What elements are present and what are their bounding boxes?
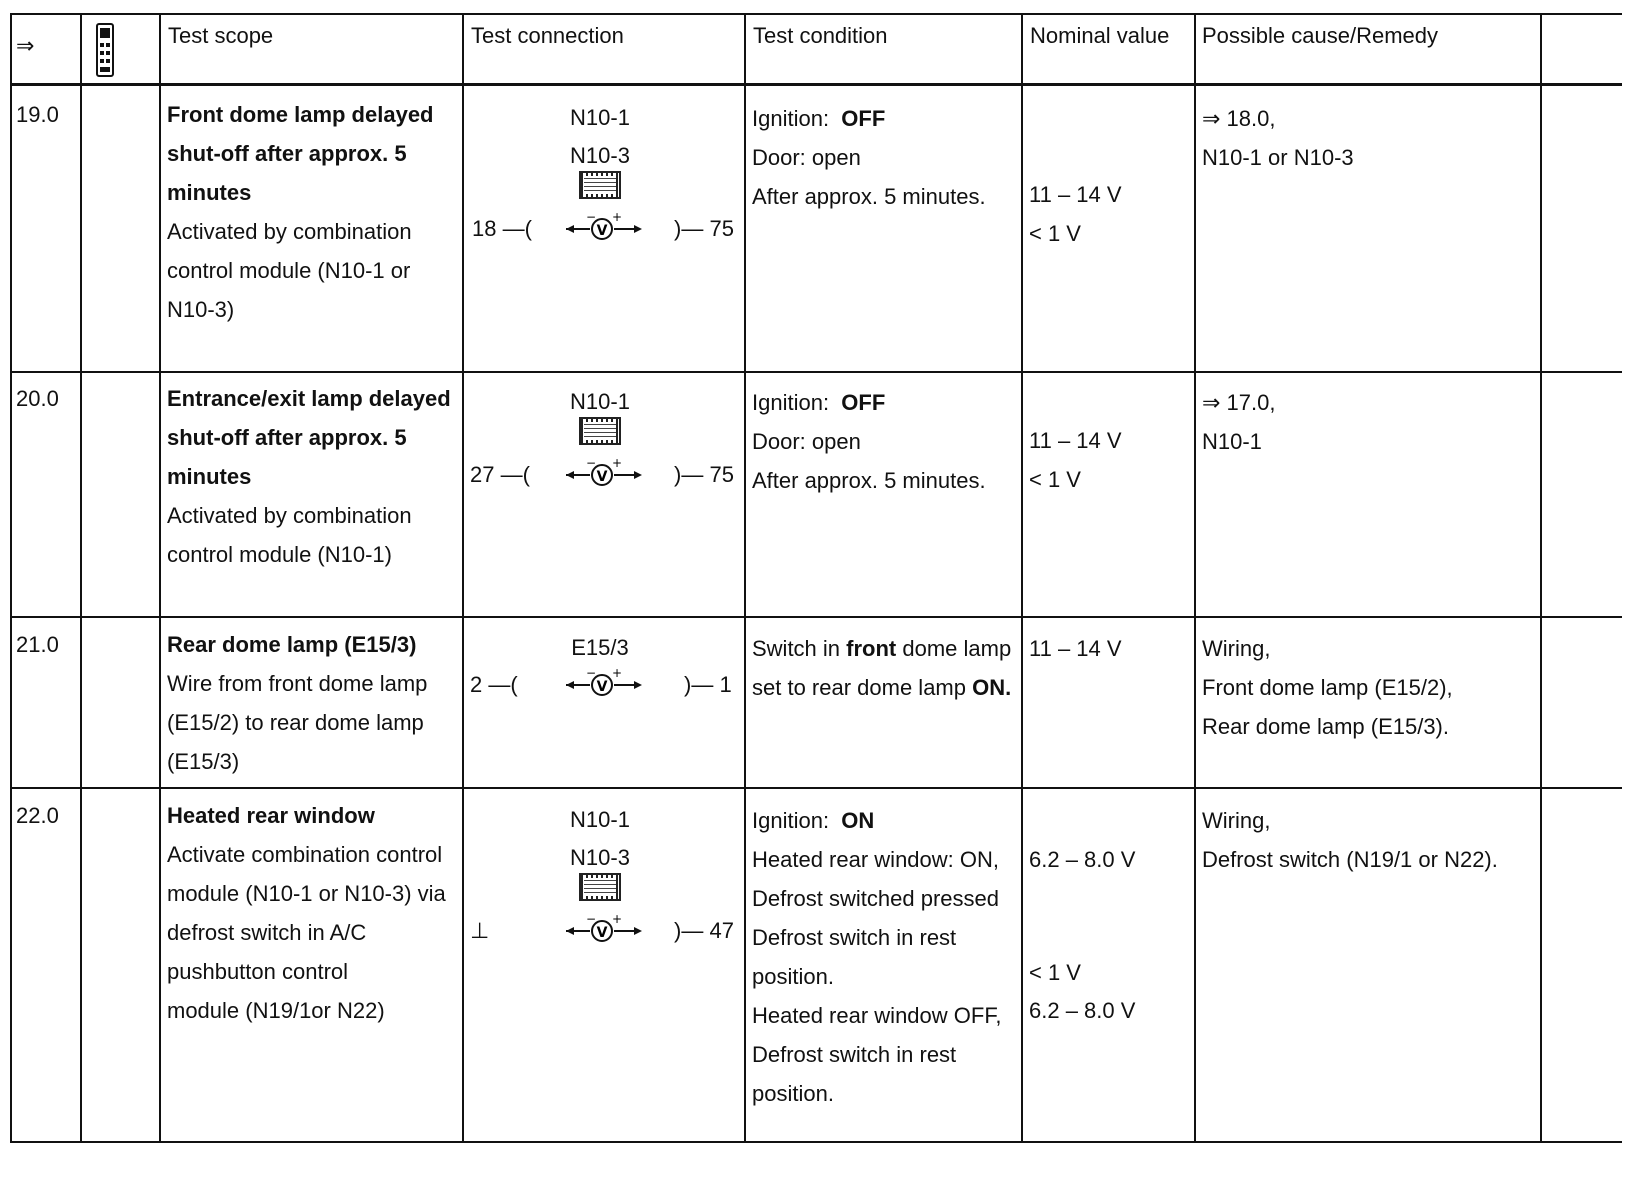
condition-line: Ignition: OFF [752,390,886,415]
test-condition-cell [752,801,1020,1113]
column-divider [159,13,161,1143]
condition-line: Heated rear window: ON, [752,847,999,872]
svg-text:+: + [612,667,623,680]
condition-line: Ignition: OFF [752,106,886,131]
header-divider [10,83,1622,86]
scope-desc-line: N10-3) [167,297,235,322]
module-label: E15/3 [571,635,629,660]
column-divider [1194,13,1196,1143]
right-pin: )— 75 [674,462,734,487]
right-pin: )— 1 [684,672,732,697]
scope-desc-line: pushbutton control [167,959,349,984]
remedy-line: N10-1 [1202,429,1262,454]
test-scope-cell [167,379,459,574]
svg-text:V: V [596,223,608,239]
step-number: 22.0 [16,803,59,828]
condition-line: After approx. 5 minutes. [752,184,986,209]
module-label: N10-3 [570,845,630,870]
svg-text:−: − [586,211,597,224]
scope-title-line: Entrance/exit lamp delayed [167,386,451,411]
scope-title-line: minutes [167,464,252,489]
table-border-right [1540,13,1542,1143]
scope-title-line: Rear dome lamp (E15/3) [167,632,417,657]
remedy-line: N10-1 or N10-3 [1202,145,1354,170]
condition-line: After approx. 5 minutes. [752,468,986,493]
voltmeter-icon [564,667,644,699]
remedy-line: Front dome lamp (E15/2), [1202,675,1453,700]
nominal-value: 11 – 14 V [1029,636,1122,661]
row-divider [10,787,1622,789]
condition-line: Heated rear window OFF, [752,1003,1002,1028]
svg-text:V: V [596,679,608,695]
svg-text:−: − [586,457,597,470]
remedy-cell [1202,801,1498,879]
voltmeter-icon [564,913,644,945]
scope-desc-line: (E15/3) [167,749,240,774]
control-module-icon [579,873,621,907]
condition-line: set to rear dome lamp ON. [752,675,1012,700]
header-test-connection: Test connection [471,23,624,48]
remedy-cell [1202,383,1275,461]
header-test-condition: Test condition [753,23,888,48]
condition-line: Switch in front dome lamp [752,636,1012,661]
test-scope-cell [167,95,457,329]
module-label: N10-1 [570,807,630,832]
left-pin: 2 —( [470,672,518,697]
header-possible-cause: Possible cause/Remedy [1202,23,1439,48]
remedy-line: Wiring, [1202,636,1271,661]
table-border-bottom [10,1141,1622,1143]
nominal-value-cell [1029,421,1122,499]
remedy-line: Defrost switch (N19/1 or N22). [1202,847,1498,872]
nominal-value: < 1 V [1029,221,1081,246]
test-condition-cell [752,383,1017,500]
scope-title-line: Front dome lamp delayed [167,102,434,127]
nominal-value: 6.2 – 8.0 V [1029,998,1136,1023]
column-divider [744,13,746,1143]
scope-desc-line: Activated by combination [167,503,412,528]
column-divider [10,13,12,1143]
scope-desc-line: Activated by combination [167,219,412,244]
column-divider [462,13,464,1143]
nominal-value: 11 – 14 V [1029,428,1122,453]
svg-text:V: V [596,925,608,941]
control-module-icon [579,417,621,451]
remedy-line: ⇒ 17.0, [1202,390,1276,415]
condition-line: Ignition: ON [752,808,875,833]
header-test-scope: Test scope [168,23,274,48]
voltmeter-icon [564,211,644,243]
nominal-value-cell [1029,175,1122,253]
condition-line: Defrost switch in rest [752,925,957,950]
header-arrow: ⇒ [16,33,35,58]
svg-text:+: + [612,211,623,224]
voltmeter-icon [564,457,644,489]
module-label: N10-1 [570,389,630,414]
scope-desc-line: Activate combination control [167,842,443,867]
scope-desc-line: module (N10-1 or N10-3) via [167,881,446,906]
step-number: 20.0 [16,386,59,411]
test-scope-cell [167,625,459,781]
scope-title-line: shut-off after approx. 5 [167,425,407,450]
right-pin: )— 75 [674,216,734,241]
remedy-line: ⇒ 18.0, [1202,106,1276,131]
right-pin: )— 47 [674,918,734,943]
nominal-value-cell [1029,629,1122,668]
scope-desc-line: defrost switch in A/C [167,920,367,945]
condition-line: Defrost switch in rest [752,1042,957,1067]
condition-line: Door: open [752,429,861,454]
condition-line: Door: open [752,145,861,170]
remedy-line: Wiring, [1202,808,1271,833]
scope-desc-line: module (N19/1or N22) [167,998,385,1023]
scope-title-line: shut-off after approx. 5 [167,141,407,166]
left-pin: 18 —( [472,216,532,241]
test-condition-cell [752,99,1017,216]
remedy-cell [1202,99,1354,177]
scope-title-line: minutes [167,180,252,205]
nominal-value: 11 – 14 V [1029,182,1122,207]
column-divider [1021,13,1023,1143]
condition-line: position. [752,964,834,989]
column-divider [80,13,82,1143]
svg-text:+: + [612,457,623,470]
scope-title-line: Heated rear window [167,803,375,828]
module-label: N10-3 [570,143,630,168]
module-label: N10-1 [570,105,630,130]
svg-text:V: V [596,469,608,485]
test-table [10,13,1622,1203]
test-condition-cell [752,629,1020,707]
remedy-line: Rear dome lamp (E15/3). [1202,714,1449,739]
nominal-value: < 1 V [1029,960,1081,985]
condition-line: Defrost switched pressed [752,886,999,911]
left-pin: 27 —( [470,462,530,487]
svg-text:−: − [586,667,597,680]
condition-line: position. [752,1081,834,1106]
row-divider [10,371,1622,373]
remedy-cell [1202,629,1453,746]
test-scope-cell [167,796,459,1030]
nominal-value: 6.2 – 8.0 V [1029,847,1136,872]
table-border-top [10,13,1622,15]
header-nominal-value: Nominal value [1030,23,1170,48]
scope-desc-line: control module (N10-1 or [167,258,411,283]
control-module-icon [579,171,621,205]
tester-icon [94,23,116,77]
row-divider [10,616,1622,618]
svg-text:+: + [612,913,623,926]
nominal-value: < 1 V [1029,467,1081,492]
svg-text:−: − [586,913,597,926]
step-number: 19.0 [16,102,59,127]
scope-desc-line: control module (N10-1) [167,542,392,567]
scope-desc-line: (E15/2) to rear dome lamp [167,710,424,735]
scope-desc-line: Wire from front dome lamp [167,671,428,696]
ground-symbol: ⊥ [470,918,490,943]
step-number: 21.0 [16,632,59,657]
